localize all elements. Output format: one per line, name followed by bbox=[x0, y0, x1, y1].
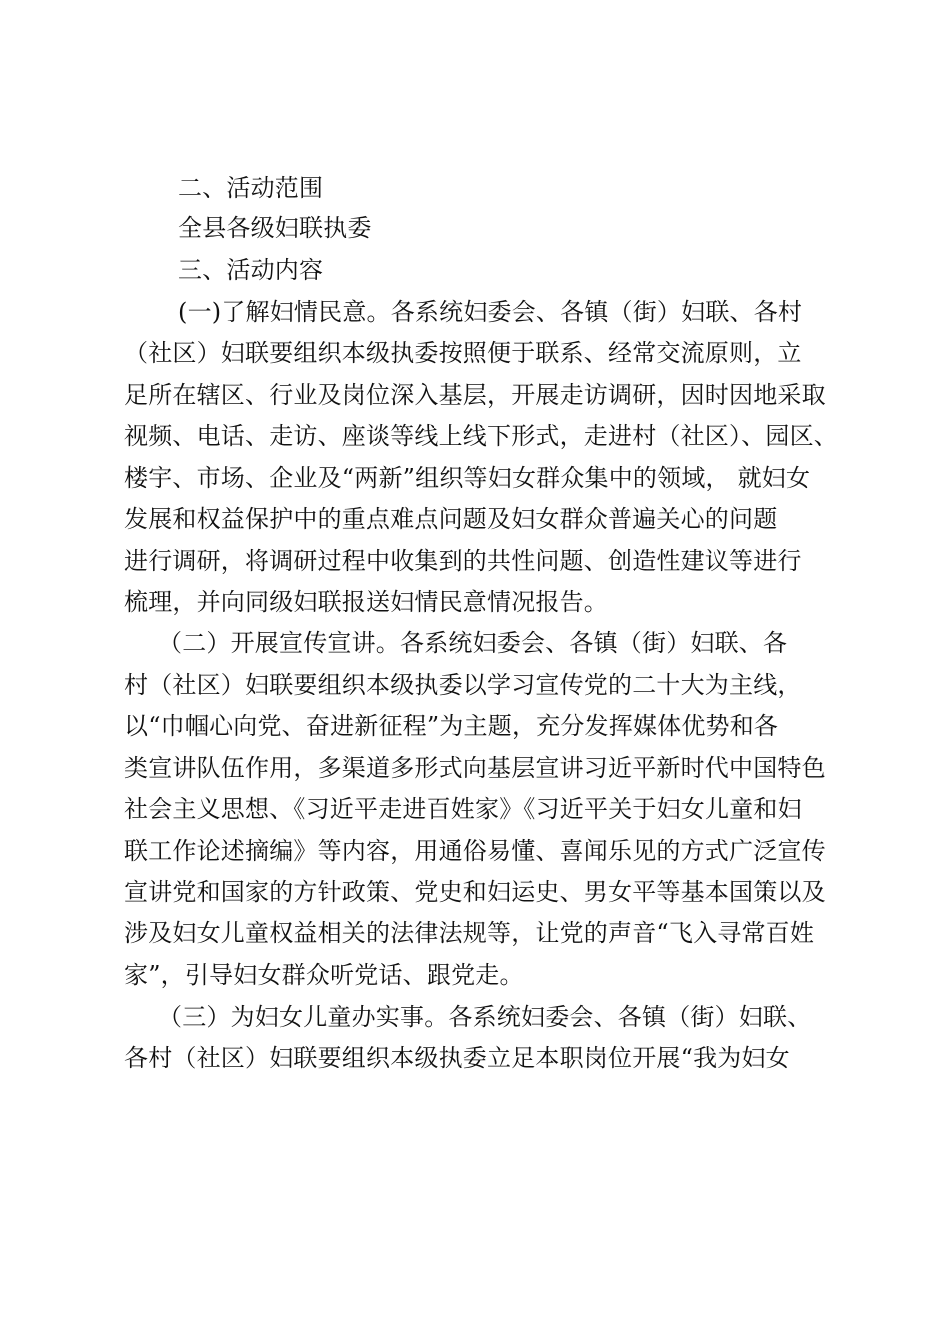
paragraph-line: 家”，引导妇女群众听党话、跟党走。 bbox=[124, 961, 524, 989]
paragraph-line: 发展和权益保护中的重点难点问题及妇女群众普遍关心的问题 bbox=[124, 505, 778, 533]
paragraph-line: 视频、电话、走访、座谈等线上线下形式，走进村（社区）、园区、 bbox=[124, 422, 838, 450]
paragraph-line: （社区）妇联要组织本级执委按照便于联系、经常交流原则，立 bbox=[124, 339, 802, 367]
section-heading-scope: 二、活动范围 bbox=[178, 174, 324, 202]
subsection-heading-1: (一)了解妇情民意。各系统妇委会、各镇（街）妇联、各村 bbox=[178, 298, 803, 326]
paragraph-line: 社会主义思想、《习近平走进百姓家》《习近平关于妇女儿童和妇 bbox=[124, 795, 802, 823]
paragraph-line: 宣讲党和国家的方针政策、党史和妇运史、男女平等基本国策以及 bbox=[124, 878, 826, 906]
paragraph-line: 涉及妇女儿童权益相关的法律法规等，让党的声音“飞入寻常百姓 bbox=[124, 919, 815, 947]
paragraph-line: 类宣讲队伍作用，多渠道多形式向基层宣讲习近平新时代中国特色 bbox=[124, 754, 826, 782]
paragraph-line: 全县各级妇联执委 bbox=[178, 214, 372, 242]
section-heading-content: 三、活动内容 bbox=[178, 256, 324, 284]
paragraph-line: 进行调研，将调研过程中收集到的共性问题、创造性建议等进行 bbox=[124, 547, 802, 575]
paragraph-line: 梳理，并向同级妇联报送妇情民意情况报告。 bbox=[124, 588, 608, 616]
paragraph-line: 联工作论述摘编》等内容，用通俗易懂、喜闻乐见的方式广泛宣传 bbox=[124, 837, 826, 865]
paragraph-line: 村（社区）妇联要组织本级执委以学习宣传党的二十大为主线， bbox=[124, 671, 802, 699]
subsection-heading-2: （二）开展宣传宣讲。各系统妇委会、各镇（街）妇联、各 bbox=[158, 629, 788, 657]
paragraph-line: 各村（社区）妇联要组织本级执委立足本职岗位开展“我为妇女 bbox=[124, 1044, 790, 1072]
paragraph-line: 以“巾帼心向党、奋进新征程”为主题，充分发挥媒体优势和各 bbox=[124, 712, 779, 740]
subsection-heading-3: （三）为妇女儿童办实事。各系统妇委会、各镇（街）妇联、 bbox=[158, 1003, 812, 1031]
paragraph-line: 楼宇、市场、企业及“两新”组织等妇女群众集中的领域， 就妇女 bbox=[124, 464, 811, 492]
paragraph-line: 足所在辖区、行业及岗位深入基层，开展走访调研，因时因地采取 bbox=[124, 381, 826, 409]
